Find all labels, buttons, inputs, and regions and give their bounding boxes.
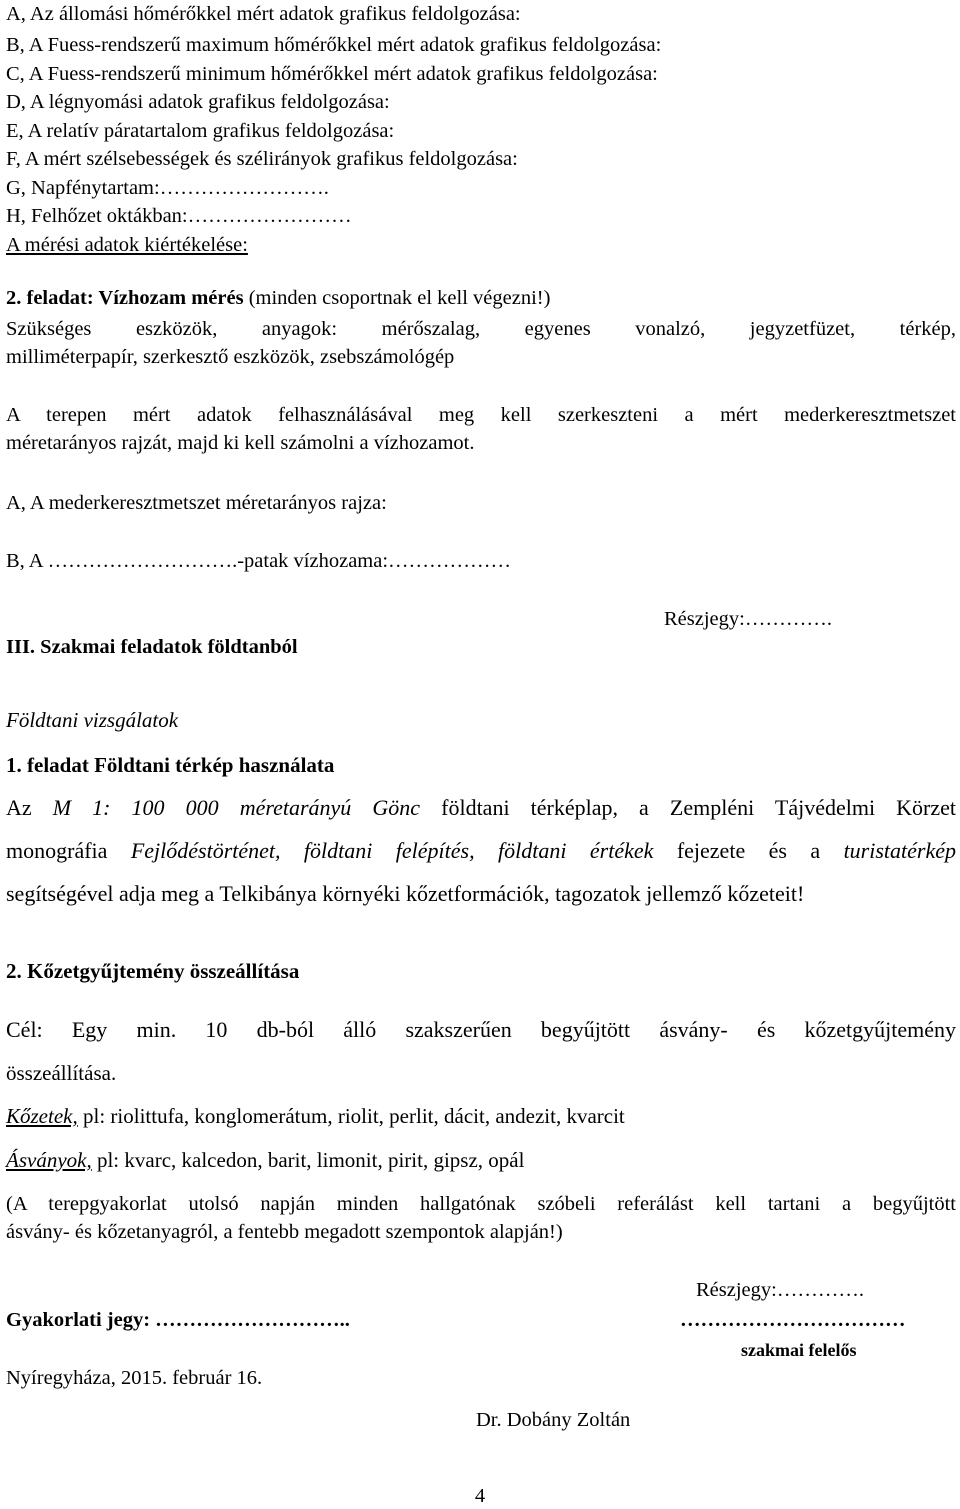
grade-field-2: Részjegy:…………. (696, 1279, 864, 1301)
task2-tools-line1: Szükséges eszközök, anyagok: mérőszalag, egyenes vonalzó, jegyzetfüzet, térkép, (6, 318, 956, 340)
signature-role: szakmai felelős (741, 1340, 857, 1360)
task-geo2-title: 2. Kőzetgyűjtemény összeállítása (6, 959, 300, 983)
task-geo2-note-line1: (A terepgyakorlat utolsó napján minden hallgatónak szóbeli referálást kell tartani a begyűjtött (6, 1193, 956, 1215)
task2-item-b: B, A ……………………….-patak vízhozama:……………… (6, 550, 512, 572)
list-item-a: A, Az állomási hőmérőkkel mért adatok grafikus feldolgozása: (6, 3, 521, 25)
list-item-e: E, A relatív páratartalom grafikus feldolgozása: (6, 120, 395, 142)
signatory-name: Dr. Dobány Zoltán (476, 1409, 631, 1431)
task-geo2-goal-line2: összeállítása. (6, 1061, 117, 1085)
list-item-g: G, Napfénytartam:……………………. (6, 177, 329, 199)
list-item-h: H, Felhőzet oktákban:…………………… (6, 205, 352, 227)
task-geo1-p-line2 (6, 840, 956, 862)
tourist-map-title: turistatérkép (843, 838, 956, 863)
map-scale-title: M 1: 100 000 méretarányú Gönc (52, 795, 421, 820)
minerals-line (6, 1150, 524, 1171)
section3-title: III. Szakmai feladatok földtanból (6, 636, 298, 658)
task2-title (6, 288, 550, 309)
text-run: fejezete és a (653, 838, 844, 863)
list-item-c: C, A Fuess-rendszerű minimum hőmérőkkel mért adatok grafikus feldolgozása: (6, 63, 658, 85)
practical-grade: Gyakorlati jegy: ……………………….. (6, 1309, 350, 1331)
signature-line: …………………………… (680, 1309, 906, 1331)
rocks-line (6, 1106, 625, 1127)
task-geo1-p-line1 (6, 797, 956, 819)
monograph-chapter-title: Fejlődéstörténet, földtani felépítés, földtani értékek (130, 838, 654, 863)
text-run: monográfia (6, 838, 131, 863)
task2-title-rest: (minden csoportnak el kell végezni!) (243, 287, 551, 309)
text-run: Az (6, 795, 53, 820)
task-geo1-p-line3: segítségével adja meg a Telkibánya környéki kőzetformációk, tagozatok jellemző kőzeteit! (6, 881, 805, 906)
task-geo1-title: 1. feladat Földtani térkép használata (6, 753, 335, 777)
task2-desc-line2: méretarányos rajzát, majd ki kell számolni a vízhozamot. (6, 432, 475, 454)
rocks-label: Kőzetek, (6, 1104, 78, 1128)
task2-title-bold: 2. feladat: Vízhozam mérés (6, 287, 244, 309)
list-item-f: F, A mért szélsebességek és szélirányok grafikus feldolgozása: (6, 148, 518, 170)
list-item-b: B, A Fuess-rendszerű maximum hőmérőkkel mért adatok grafikus feldolgozása: (6, 34, 662, 56)
list-item-d: D, A légnyomási adatok grafikus feldolgozása: (6, 91, 390, 113)
evaluation-heading: A mérési adatok kiértékelése: (6, 234, 248, 256)
minerals-text: pl: kvarc, kalcedon, barit, limonit, pirit, gipsz, opál (91, 1148, 525, 1172)
task2-desc-line1: A terepen mért adatok felhasználásával meg kell szerkeszteni a mért mederkeresztmetszet (6, 404, 956, 426)
page-number: 4 (474, 1485, 486, 1507)
rocks-text: pl: riolittufa, konglomerátum, riolit, perlit, dácit, andezit, kvarcit (77, 1104, 625, 1128)
task2-item-a: A, A mederkeresztmetszet méretarányos rajza: (6, 492, 387, 514)
text-run: földtani térképlap, a Zempléni Tájvédelmi Körzet (420, 795, 957, 820)
place-date: Nyíregyháza, 2015. február 16. (6, 1367, 263, 1389)
task2-tools-line2: milliméterpapír, szerkesztő eszközök, zsebszámológép (6, 346, 455, 368)
minerals-label: Ásványok, (6, 1148, 92, 1172)
geo-subtitle: Földtani vizsgálatok (6, 708, 179, 732)
task-geo2-goal-line1: Cél: Egy min. 10 db-ból álló szakszerűen begyűjtött ásvány- és kőzetgyűjtemény (6, 1017, 956, 1042)
grade-field-1: Részjegy:…………. (664, 608, 832, 630)
task-geo2-note-line2: ásvány- és kőzetanyagról, a fentebb megadott szempontok alapján!) (6, 1221, 563, 1243)
